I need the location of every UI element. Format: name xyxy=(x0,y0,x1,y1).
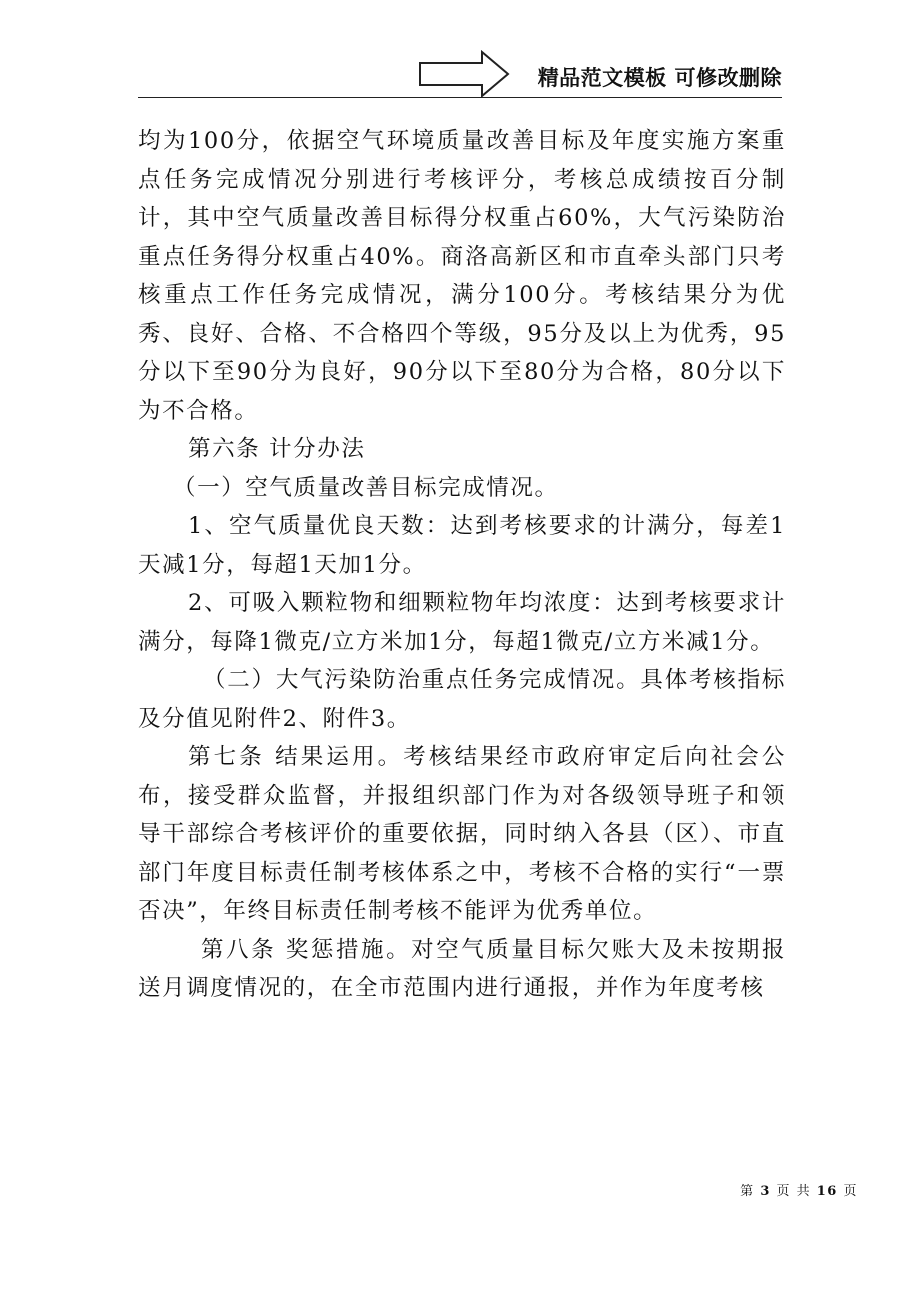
section-2-key-tasks: （二）大气污染防治重点任务完成情况。具体考核指标及分值见附件2、附件3。 xyxy=(138,667,786,732)
page-number-footer xyxy=(740,1180,858,1199)
paragraph-scoring-rules: 均为100分，依据空气环境质量改善目标及年度实施方案重点任务完成情况分别进行考核评分，考核总成绩按百分制计，其中空气质量改善目标得分权重占60%，大气污染防治重点任务得分权重占40%。商洛高新区和市直牵头部门只考核重点工作任务完成情况，满分100分。考核结果分为优秀、良好、合格、不合格四个等级，95分及以上为优秀，95分以下至90分为良好，90分以下至80分为合格，80分以下为不合格。 xyxy=(138,128,786,424)
current-page-number: 3 xyxy=(760,1184,771,1199)
article-7-result-use: 第七条 结果运用。考核结果经市政府审定后向社会公布，接受群众监督，并报组织部门作为对各级领导班子和领导干部综合考核评价的重要依据，同时纳入各县（区）、市直部门年度目标责任制考核体系之中，考核不合格的实行“一票否决”，年终目标责任制考核不能评为优秀单位。 xyxy=(138,744,786,924)
footer-middle: 页 共 xyxy=(770,1184,817,1199)
header-divider xyxy=(138,97,782,98)
header-title: 精品范文模板 可修改删除 xyxy=(537,66,782,90)
article-6-heading: 第六条 计分办法 xyxy=(188,436,366,462)
section-1-heading: （一）空气质量改善目标完成情况。 xyxy=(173,474,559,501)
item-2-particulate-concentration: 2、可吸入颗粒物和细颗粒物年均浓度：达到考核要求计满分，每降1微克/立方米加1分，每超1微克/立方米减1分。 xyxy=(138,590,786,655)
article-8-rewards-penalties: 第八条 奖惩措施。对空气质量目标欠账大及未按期报送月调度情况的，在全市范围内进行通报，并作为年度考核 xyxy=(138,936,786,1001)
footer-prefix: 第 xyxy=(740,1184,761,1199)
total-page-count: 16 xyxy=(816,1184,838,1199)
arrow-right-icon xyxy=(418,50,510,98)
document-body xyxy=(138,122,786,1008)
item-1-good-air-days: 1、空气质量优良天数：达到考核要求的计满分，每差1天减1分，每超1天加1分。 xyxy=(138,513,786,578)
footer-suffix: 页 xyxy=(837,1184,858,1199)
